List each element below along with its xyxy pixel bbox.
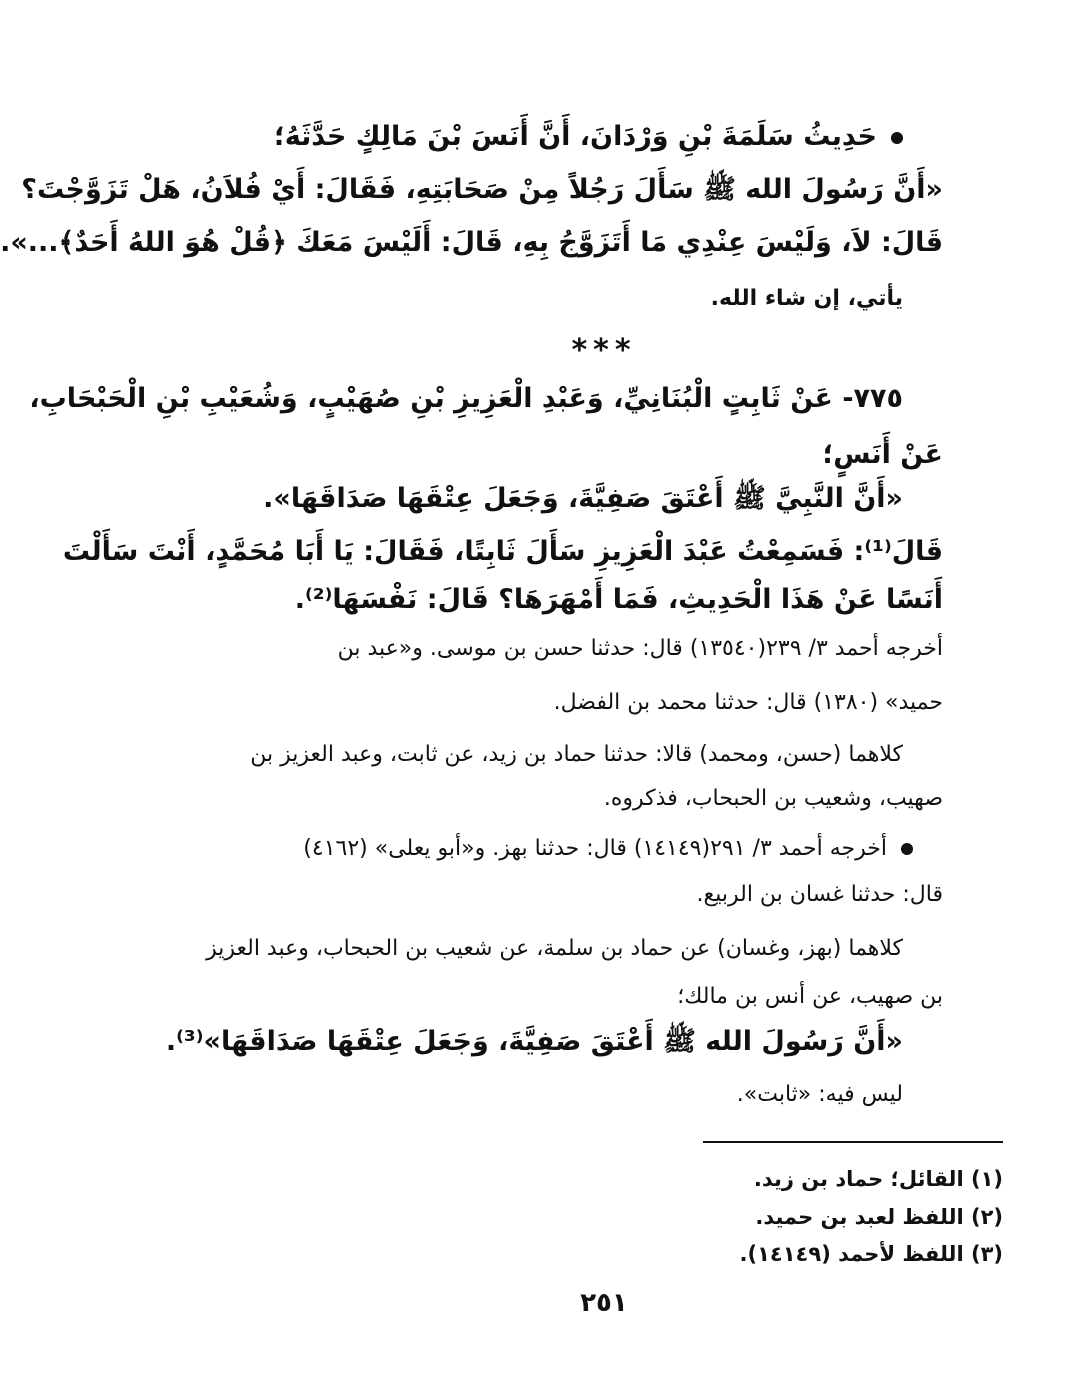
hadith-text-line: قَالَ⁽¹⁾: فَسَمِعْتُ عَبْدَ الْعَزِيزِ سَأَلَ ثَابِتًا، فَقَالَ: يَا أَبَا مُحَمَّدٍ، أَنْتَ سَأَلْتَ [62, 536, 943, 567]
takhrij-line: أخرجه أحمد ٣/ ٢٣٩(١٣٥٤٠) قال: حدثنا حسن بن موسى. و«عبد بن [337, 636, 943, 661]
takhrij-line: بن صهيب، عن أنس بن مالك؛ [677, 984, 943, 1009]
hadith-text-line: «أَنَّ رَسُولَ الله ﷺ سَأَلَ رَجُلاً مِنْ صَحَابَتِهِ، فَقَالَ: أَيْ فُلاَنُ، هَلْ تَزَوَّجْتَ؟ [21, 174, 943, 205]
section-separator: *** [571, 333, 637, 368]
footnote: (١) القائل؛ حماد بن زيد. [753, 1167, 1003, 1191]
hadith-text-line: أَنَسًا عَنْ هَذَا الْحَدِيثِ، فَمَا أَمْهَرَهَا؟ قَالَ: نَفْسَهَا⁽²⁾. [294, 584, 943, 615]
footnote: (٣) اللفظ لأحمد (١٤١٤٩). [739, 1242, 1003, 1266]
note-line: يأتي، إن شاء الله. [710, 286, 903, 311]
hadith-text-line: «أَنَّ النَّبِيَّ ﷺ أَعْتَقَ صَفِيَّةَ، وَجَعَلَ عِتْقَهَا صَدَاقَهَا». [263, 483, 903, 514]
hadith-text-line: قَالَ: لاَ، وَلَيْسَ عِنْدِي مَا أَتَزَوَّجُ بِهِ، قَالَ: أَلَيْسَ مَعَكَ ﴿قُلْ هُوَ اللهُ أَحَدٌ﴾...». [0, 227, 943, 258]
note-line: ليس فيه: «ثابت». [736, 1082, 903, 1107]
takhrij-line: كلاهما (حسن، ومحمد) قالا: حدثنا حماد بن زيد، عن ثابت، وعبد العزيز بن [250, 742, 903, 767]
bullet-icon [891, 132, 903, 144]
footnote: (٢) اللفظ لعبد بن حميد. [755, 1205, 1003, 1229]
hadith-header-line [265, 120, 903, 154]
takhrij-line: حميد» (١٣٨٠) قال: حدثنا محمد بن الفضل. [553, 690, 943, 715]
takhrij-line: كلاهما (بهز، وغسان) عن حماد بن سلمة، عن شعيب بن الحبحاب، وعبد العزيز [206, 936, 903, 961]
text-line: أخرجه أحمد ٣/ ٢٩١(١٤١٤٩) قال: حدثنا بهز. و«أبو يعلى» (٤١٦٢) [303, 836, 887, 861]
hadith-text-line: «أَنَّ رَسُولَ الله ﷺ أَعْتَقَ صَفِيَّةَ، وَجَعَلَ عِتْقَهَا صَدَاقَهَا»⁽³⁾. [165, 1026, 903, 1057]
takhrij-line: صهيب، وشعيب بن الحبحاب، فذكروه. [603, 786, 943, 811]
hadith-text-line: عَنْ أَنَسٍ؛ [822, 439, 943, 470]
text-line: حَدِيثُ سَلَمَةَ بْنِ وَرْدَانَ، أَنَّ أَنَسَ بْنَ مَالِكٍ حَدَّثَهُ؛ [274, 121, 877, 152]
page-number: ٢٥١ [580, 1288, 628, 1318]
bullet-icon [901, 843, 913, 855]
hadith-number-line: ٧٧٥- عَنْ ثَابِتٍ الْبُنَانِيِّ، وَعَبْدِ الْعَزِيزِ بْنِ صُهَيْبٍ، وَشُعَيْبِ بْنِ الْحَبْحَابِ، [29, 383, 903, 414]
takhrij-line: قال: حدثنا غسان بن الربيع. [696, 882, 943, 907]
footnote-divider [703, 1141, 1003, 1143]
takhrij-line [265, 832, 913, 866]
